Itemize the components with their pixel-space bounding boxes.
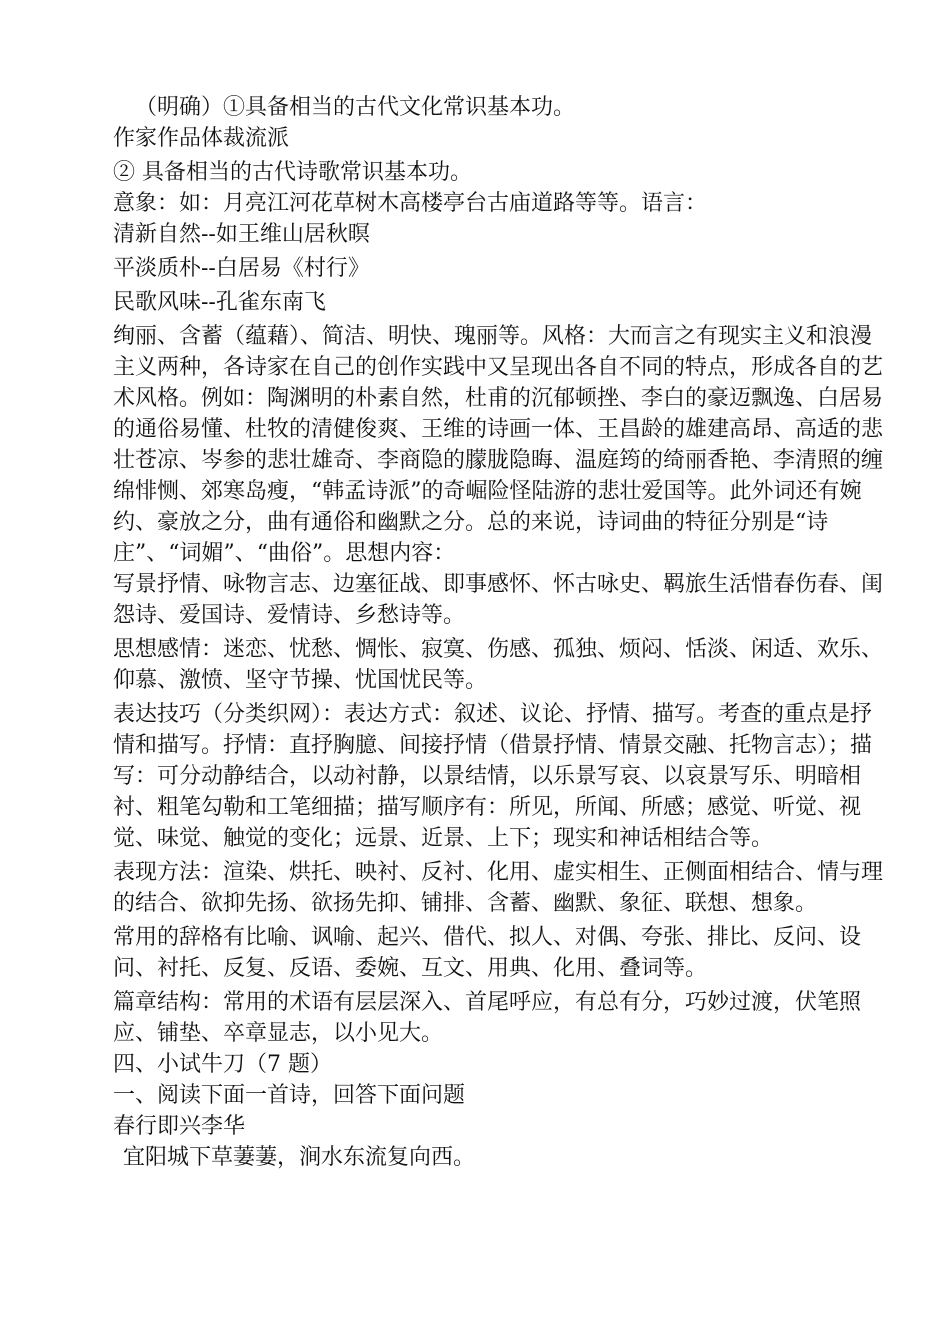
para-rhetoric: 常用的辞格有比喻、讽喻、起兴、借代、拟人、对偶、夸张、排比、反问、设问、衬托、反复、反语、委婉、互文、用典、化用、叠词等。 xyxy=(113,925,862,981)
para-style: 绚丽、含蓄（蕴藉）、简洁、明快、瑰丽等。风格：大而言之有现实主义和浪漫主义两种，各诗家在自己的创作实践中又呈现出各自不同的特点，形成各自的艺术风格。例如：陶渊明的朴素自然，杜甫的沉郁顿挫、李白的豪迈飘逸、白居易的通俗易懂、杜牧的清健俊爽、王维的诗画一体、王昌龄的雄建高昂、高适的悲壮苍凉、岑参的悲壮雄奇、李商隐的朦胧隐晦、温庭筠的绮丽香艳、李清照的缠绵悱恻、郊寒岛瘦，“韩孟诗派”的奇崛险怪陆游的悲壮爱国等。此外词还有婉约、豪放之分，曲有通俗和幽默之分。总的来说，诗词曲的特征分别是“诗庄”、“词媚”、“曲俗”。思想内容： xyxy=(113,324,884,566)
para-mingque: （明确）①具备相当的古代文化常识基本功。 xyxy=(135,95,576,120)
para-poetry-knowledge: ② 具备相当的古代诗歌常识基本功。 xyxy=(113,160,472,185)
para-methods: 表现方法：渲染、烘托、映衬、反衬、化用、虚实相生、正侧面相结合、情与理的结合、欲抑先扬、欲扬先抑、铺排、含蓄、幽默、象征、联想、想象。 xyxy=(113,860,884,916)
para-content: 写景抒情、咏物言志、边塞征战、即事感怀、怀古咏史、羁旅生活惜春伤春、闺怨诗、爱国诗、爱情诗、乡愁诗等。 xyxy=(113,572,884,628)
poem-line: 宜阳城下草萋萋，涧水东流复向西。 xyxy=(123,1145,476,1170)
para-structure: 篇章结构：常用的术语有层层深入、首尾呼应，有总有分，巧妙过渡，伏笔照应、铺垫、卒章显志，以小见大。 xyxy=(113,990,862,1046)
para-plain-simple: 平淡质朴--白居易《村行》 xyxy=(113,256,370,281)
para-expression-skills: 表达技巧（分类织网）：表达方式：叙述、议论、抒情、描写。考查的重点是抒情和描写。抒情：直抒胸臆、间接抒情（借景抒情、情景交融、托物言志）；描写：可分动静结合，以动衬静，以景结情，以乐景写哀、以哀景写乐、明暗相衬、粗笔勾勒和工笔细描；描写顺序有：所见，所闻、所感；感觉、听觉、视觉、味觉、触觉的变化；远景、近景、上下；现实和神话相结合等。 xyxy=(113,702,873,851)
para-fresh-natural: 清新自然--如王维山居秋暝 xyxy=(113,222,370,247)
poem-title: 春行即兴李华 xyxy=(113,1114,246,1139)
para-imagery: 意象：如：月亮江河花草树木高楼亭台古庙道路等等。语言： xyxy=(113,191,708,216)
section-heading-practice: 四、小试牛刀（7 题） xyxy=(113,1052,332,1077)
para-folk-style: 民歌风味--孔雀东南飞 xyxy=(113,290,326,315)
document-page xyxy=(113,92,883,1173)
question-heading: 一、阅读下面一首诗，回答下面问题 xyxy=(113,1083,466,1108)
para-emotion: 思想感情：迷恋、忧愁、惆怅、寂寞、伤感、孤独、烦闷、恬淡、闲适、欢乐、仰慕、激愤、坚守节操、忧国忧民等。 xyxy=(113,637,884,693)
para-authors-genres: 作家作品体裁流派 xyxy=(113,126,290,151)
